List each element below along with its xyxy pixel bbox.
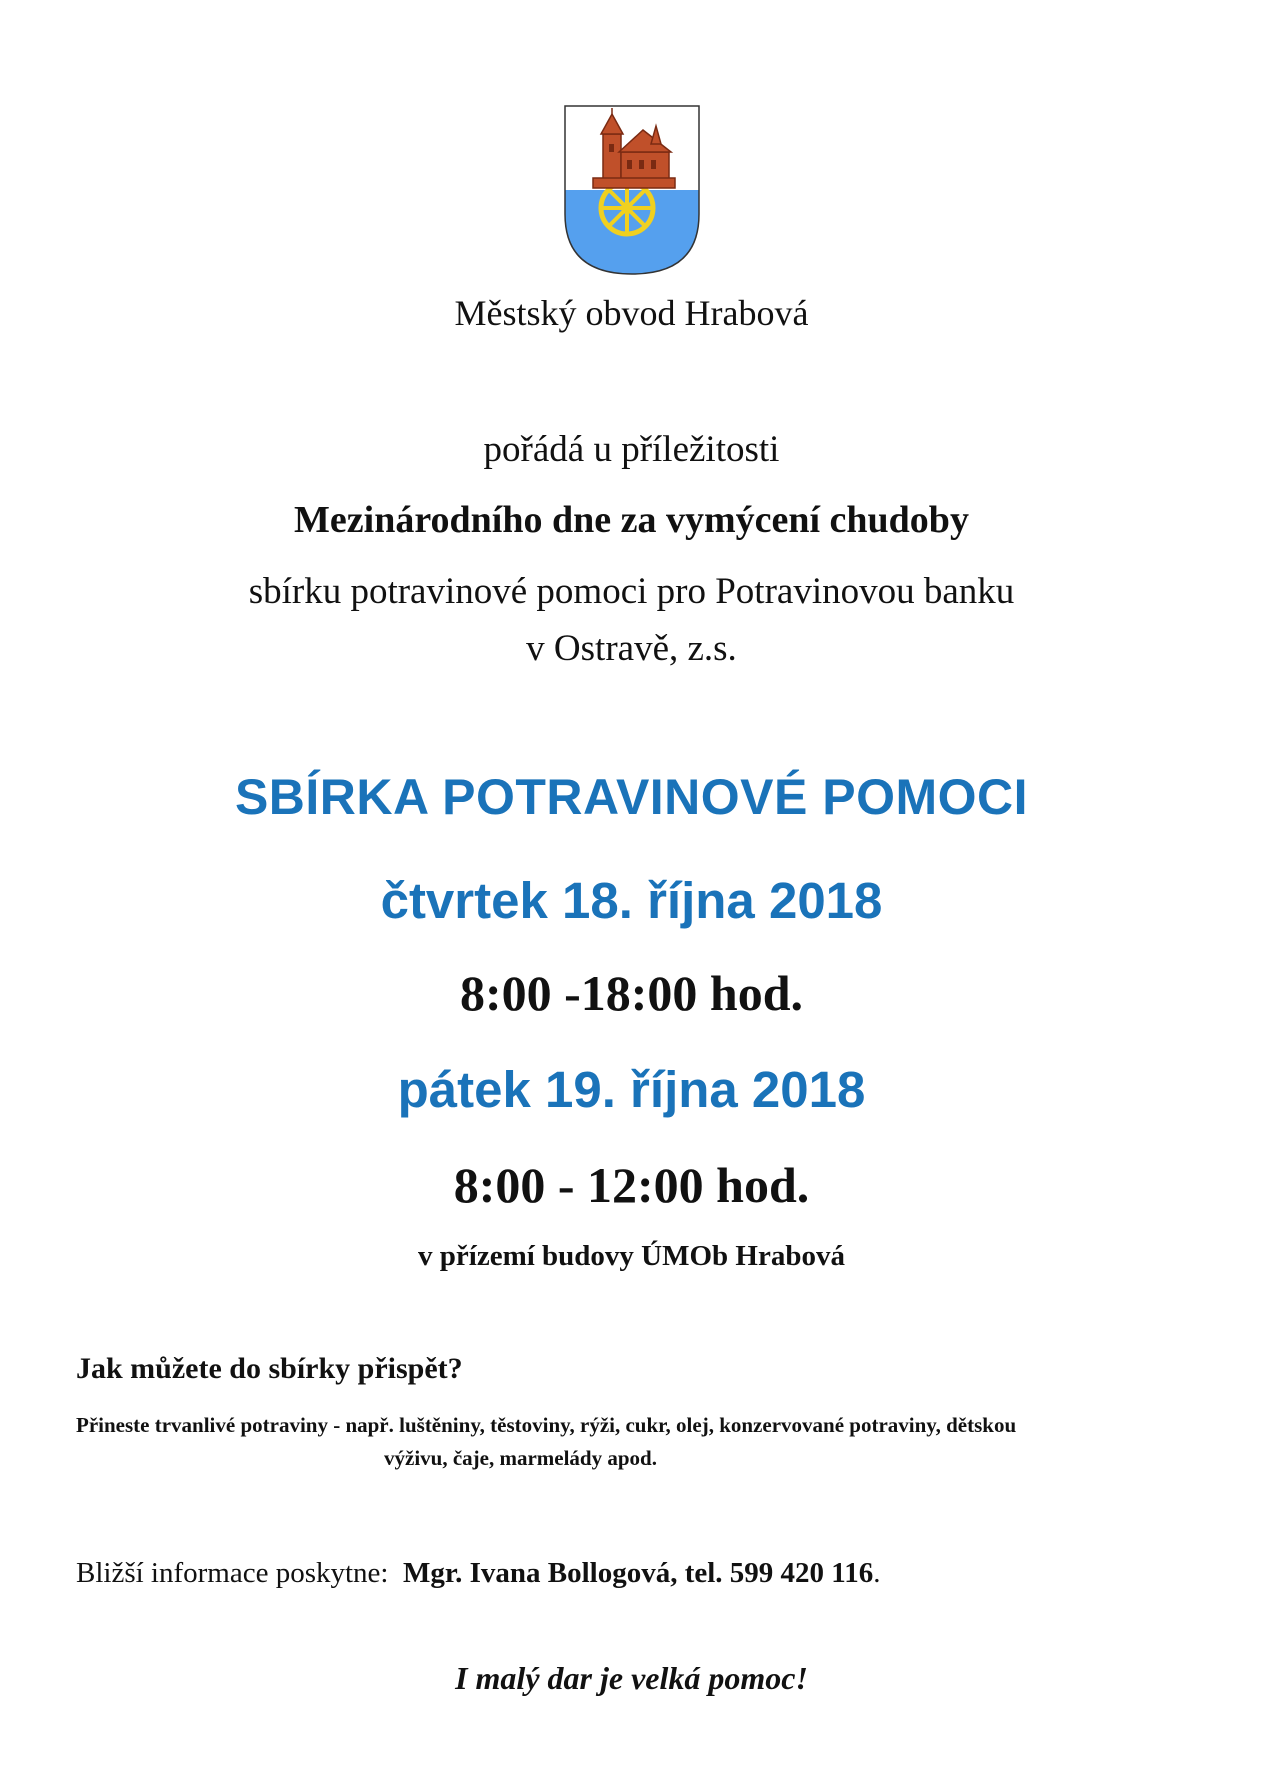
event-headline: SBÍRKA POTRAVINOVÉ POMOCI: [234, 769, 1029, 825]
event-location: v přízemí budovy ÚMOb Hrabová: [418, 1240, 845, 1272]
how-to-contribute-text-line1: Přineste trvanlivé potraviny - např. luštěniny, těstoviny, rýži, cukr, olej, konzervované potraviny, dětskou: [76, 1413, 1017, 1437]
collection-description-line2: v Ostravě, z.s.: [526, 628, 737, 669]
collection-description-line1: sbírku potravinové pomoci pro Potravinovou banku: [248, 571, 1015, 612]
contact-person: Mgr. Ivana Bollogová, tel. 599 420 116: [403, 1557, 874, 1589]
occasion-title: Mezinárodního dne za vymýcení chudoby: [294, 499, 969, 541]
day2-date: pátek 19. října 2018: [397, 1061, 866, 1118]
contact-info: [76, 1557, 880, 1590]
hrabova-coat-of-arms-icon: [563, 104, 701, 276]
how-to-contribute-heading: Jak můžete do sbírky přispět?: [76, 1352, 463, 1385]
how-to-contribute-text-line2: výživu, čaje, marmelády apod.: [384, 1446, 657, 1470]
day2-time: 8:00 - 12:00 hod.: [453, 1157, 810, 1213]
intro-line: pořádá u příležitosti: [483, 429, 780, 470]
contact-label: Bližší informace poskytne:: [76, 1557, 389, 1589]
motto: I malý dar je velká pomoc!: [455, 1660, 808, 1696]
day1-time: 8:00 -18:00 hod.: [459, 965, 804, 1021]
contact-suffix: .: [873, 1557, 881, 1589]
org-name: Městský obvod Hrabová: [454, 293, 809, 333]
day1-date: čtvrtek 18. října 2018: [380, 872, 883, 929]
